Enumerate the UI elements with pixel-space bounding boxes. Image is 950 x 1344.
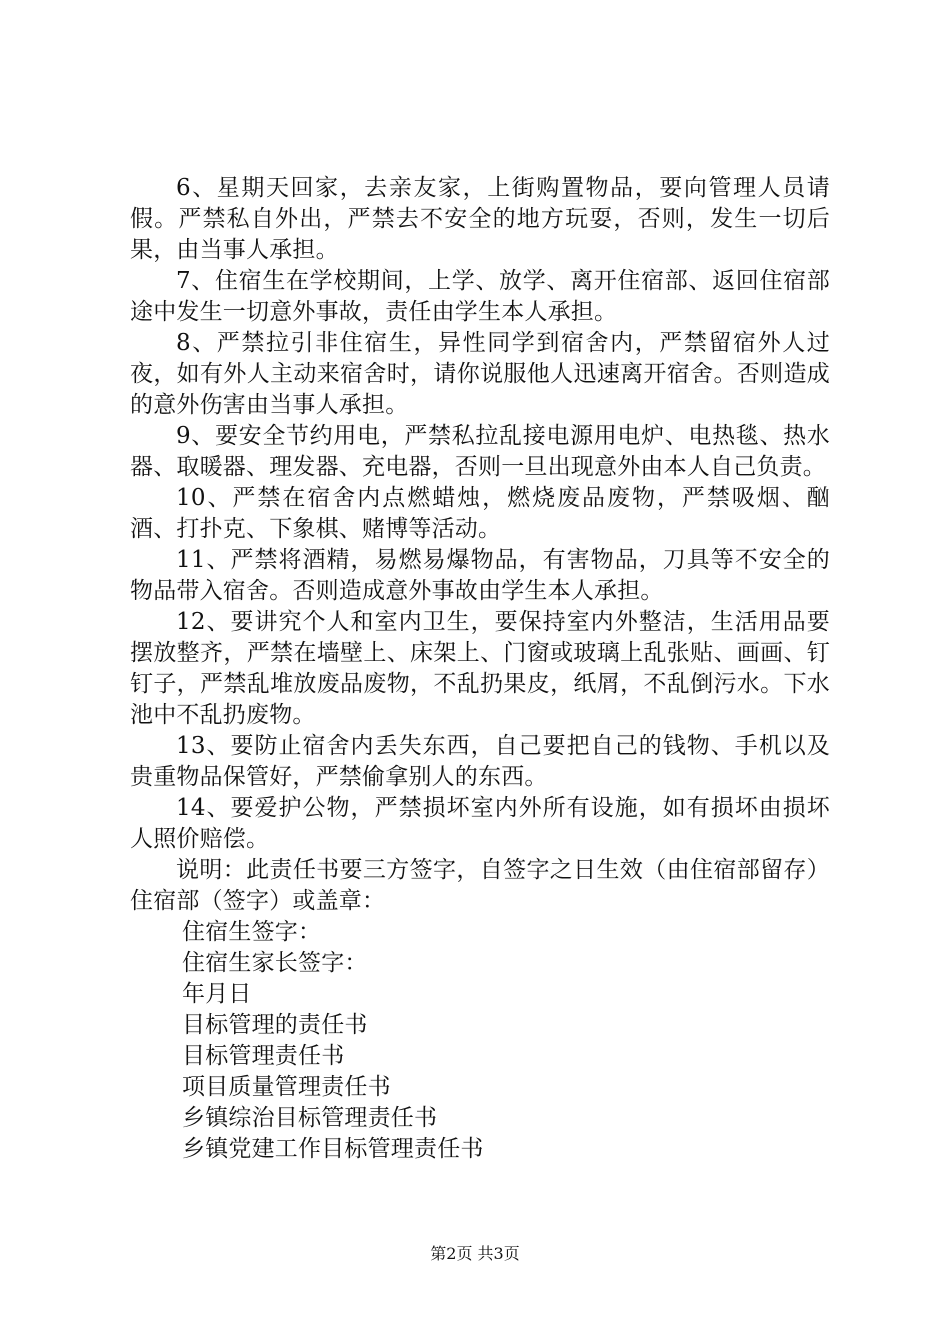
explanation-paragraph: 说明：此责任书要三方签字，自签字之日生效（由住宿部留存）住宿部（签字）或盖章： [130, 857, 830, 914]
paragraph-item-9: 9、要安全节约用电，严禁私拉乱接电源用电炉、电热毯、热水器、取暖器、理发器、充电器，否则一旦出现意外由本人自己负责。 [130, 423, 830, 480]
parent-signature-line: 住宿生家长签字： [182, 950, 368, 976]
paragraph-item-8: 8、严禁拉引非住宿生，异性同学到宿舍内，严禁留宿外人过夜，如有外人主动来宿舍时，请你说服他人迅速离开宿舍。否则造成的意外伤害由当事人承担。 [130, 330, 830, 418]
paragraph-item-6: 6、星期天回家，去亲友家，上街购置物品，要向管理人员请假。严禁私自外出，严禁去不安全的地方玩耍，否则，发生一切后果，由当事人承担。 [130, 175, 830, 263]
document-body [130, 173, 830, 1165]
related-title-5: 乡镇党建工作目标管理责任书 [182, 1136, 484, 1162]
paragraph-item-7: 7、住宿生在学校期间，上学、放学、离开住宿部、返回住宿部途中发生一切意外事故，责任由学生本人承担。 [130, 268, 830, 325]
paragraph-item-13: 13、要防止宿舍内丢失东西，自己要把自己的钱物、手机以及贵重物品保管好，严禁偷拿别人的东西。 [130, 733, 830, 790]
date-line: 年月日 [182, 981, 252, 1007]
related-title-2: 目标管理责任书 [182, 1043, 345, 1069]
paragraph-item-11: 11、严禁将酒精，易燃易爆物品，有害物品，刀具等不安全的物品带入宿舍。否则造成意外事故由学生本人承担。 [130, 547, 830, 604]
paragraph-item-10: 10、严禁在宿舍内点燃蜡烛，燃烧废品废物，严禁吸烟、酗酒、打扑克、下象棋、赌博等活动。 [130, 485, 830, 542]
page-footer: 第2页 共3页 [430, 1244, 520, 1263]
paragraph-item-12: 12、要讲究个人和室内卫生，要保持室内外整洁，生活用品要摆放整齐，严禁在墙壁上、床架上、门窗或玻璃上乱张贴、画画、钉钉子，严禁乱堆放废品废物，不乱扔果皮，纸屑，不乱倒污水。下水池中不乱扔废物。 [130, 609, 830, 728]
student-signature-line: 住宿生签字： [182, 919, 322, 945]
related-title-1: 目标管理的责任书 [182, 1012, 368, 1038]
related-title-3: 项目质量管理责任书 [182, 1074, 391, 1100]
related-title-4: 乡镇综治目标管理责任书 [182, 1105, 438, 1131]
paragraph-item-14: 14、要爱护公物，严禁损坏室内外所有设施，如有损坏由损坏人照价赔偿。 [130, 795, 830, 852]
